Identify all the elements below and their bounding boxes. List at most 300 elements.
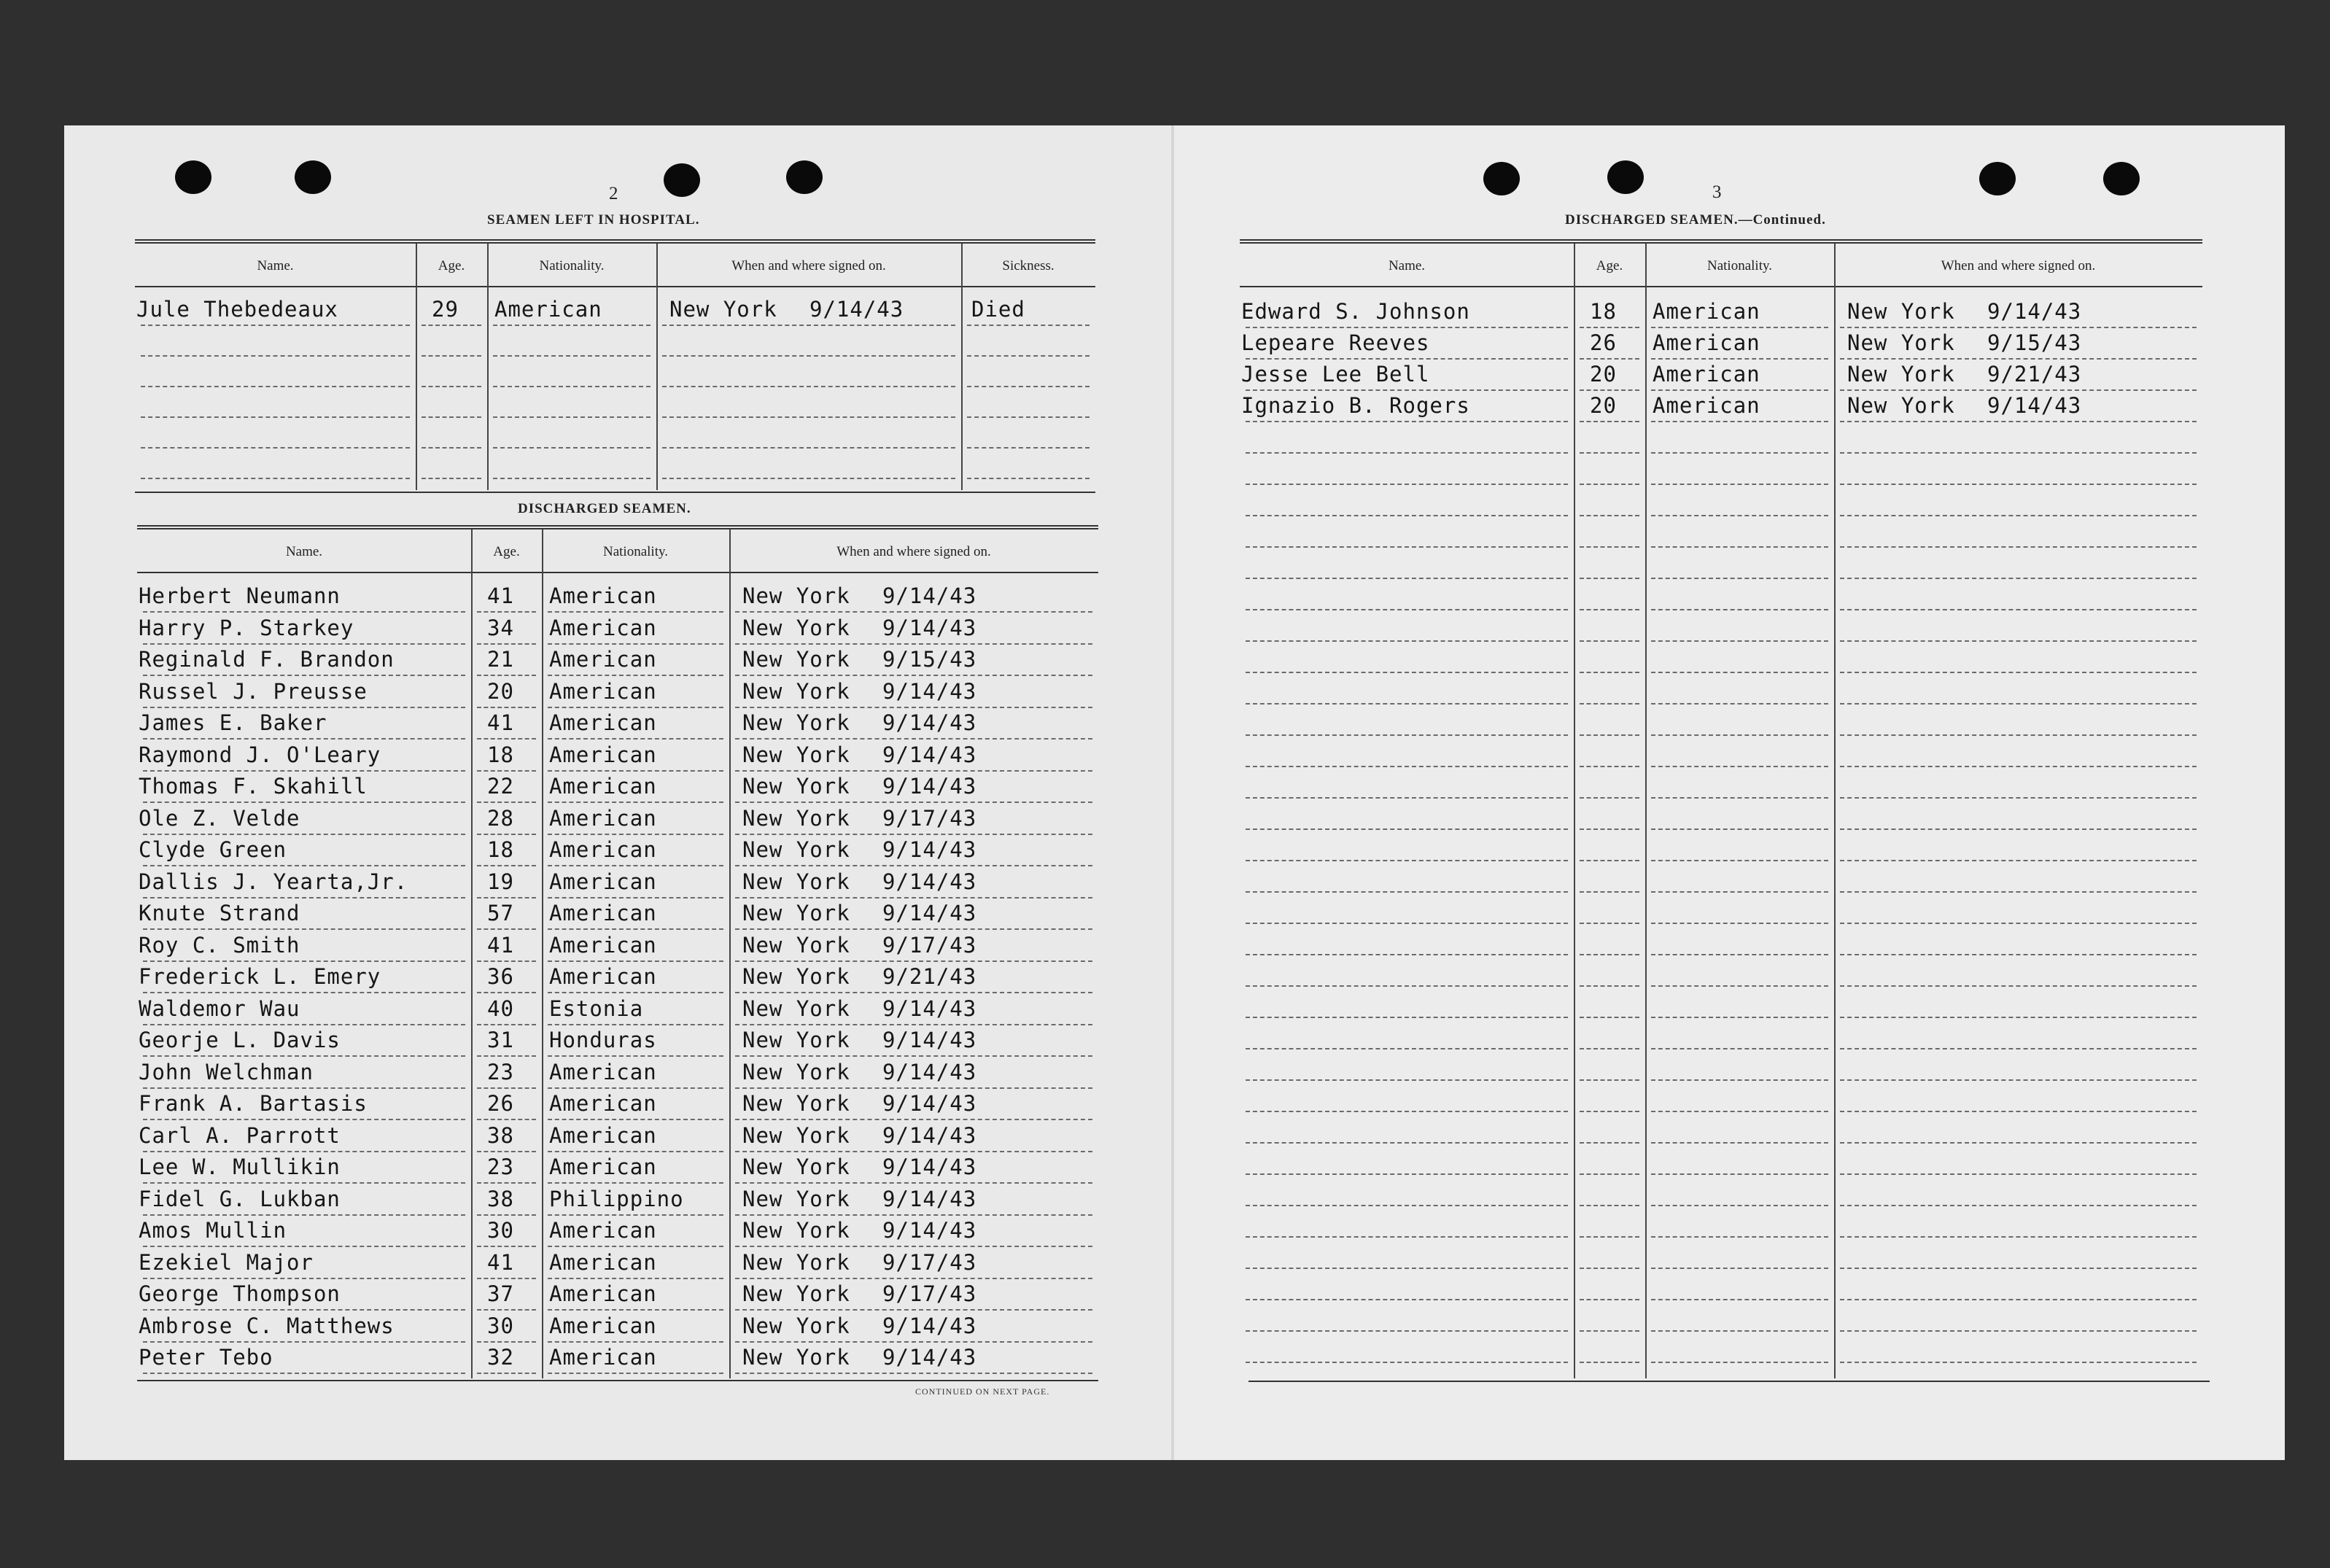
ruled-line [143,643,465,645]
ruled-line [1651,766,1828,767]
ruled-line [662,447,955,449]
signed-on-place: New York [742,1186,850,1211]
signed-on-place: New York [742,1091,850,1116]
signed-on-place: New York [1847,299,1955,324]
ruled-line [1651,1142,1828,1144]
ruled-line [1246,734,1568,736]
seaman-name: Ambrose C. Matthews [139,1313,395,1338]
ruled-line [735,1214,1092,1216]
column-divider [1834,244,1836,1378]
seaman-age: 41 [487,583,514,608]
signed-on-date: 9/17/43 [882,932,977,958]
ruled-line [1246,891,1568,893]
seaman-name: Waldemor Wau [139,995,300,1021]
signed-on-date: 9/15/43 [1987,330,2082,355]
seaman-nationality: American [549,932,657,958]
ruled-line [735,707,1092,708]
ruled-line [422,447,481,449]
ruled-line [967,478,1090,479]
hospital-bottom-rule [135,492,1095,493]
ruled-line [1580,358,1639,360]
signed-on-place: New York [742,1218,850,1243]
ruled-line [1580,452,1639,454]
ruled-line [422,325,481,326]
ruled-line [143,707,465,708]
signed-on-date: 9/14/43 [882,774,977,799]
ruled-line [1246,1173,1568,1175]
seaman-nationality: American [549,1313,657,1338]
seaman-age: 26 [1590,330,1617,355]
seaman-name: Frank A. Bartasis [139,1091,368,1116]
column-divider [487,244,489,490]
ruled-line [1651,640,1828,642]
seaman-age: 41 [487,1249,514,1275]
ruled-line [1840,1236,2197,1238]
seaman-nationality: American [1653,393,1760,418]
seaman-name: Roy C. Smith [139,932,300,958]
ruled-line [143,770,465,772]
ruled-line [548,960,723,962]
ruled-line [143,1151,465,1152]
ruled-line [1580,891,1639,893]
header-rule [135,286,1095,287]
ruled-line [548,992,723,993]
ruled-line [477,1278,536,1279]
seaman-age: 23 [487,1059,514,1084]
ruled-line [735,643,1092,645]
seaman-age: 26 [487,1091,514,1116]
seaman-name: Dallis J. Yearta,Jr. [139,869,408,894]
punch-hole [1483,162,1520,195]
signed-on-date: 9/21/43 [882,964,977,989]
ruled-line [1840,672,2197,673]
ruled-line [1580,828,1639,830]
ruled-line [548,643,723,645]
signed-on-date: 9/14/43 [882,837,977,862]
ruled-line [548,897,723,899]
signed-on-place: New York [742,1122,850,1148]
column-header: Age. [438,258,465,273]
ruled-line [143,1119,465,1120]
signed-on-place: New York [1847,362,1955,387]
ruled-line [1580,985,1639,987]
signed-on-place: New York [742,710,850,735]
ruled-line [477,1341,536,1343]
seaman-name: Amos Mullin [139,1218,287,1243]
ruled-line [1651,609,1828,610]
column-divider [729,529,731,1378]
ruled-line [1580,860,1639,861]
signed-on-place: New York [742,964,850,989]
seaman-name: Carl A. Parrott [139,1122,341,1148]
ruled-line [1580,578,1639,579]
ruled-line [141,447,410,449]
ruled-line [1840,389,2197,391]
seaman-age: 38 [487,1122,514,1148]
seaman-age: 29 [432,297,459,322]
ruled-line [422,386,481,387]
ruled-line [141,386,410,387]
ruled-line [1651,1362,1828,1363]
signed-on-date: 9/17/43 [882,1249,977,1275]
ruled-line [1246,797,1568,799]
signed-on-place: New York [742,678,850,704]
seaman-name: Thomas F. Skahill [139,774,368,799]
ruled-line [477,928,536,930]
seaman-age: 21 [487,647,514,672]
signed-on-place: New York [742,583,850,608]
seaman-nationality: American [549,1154,657,1179]
ruled-line [1580,1111,1639,1112]
ruled-line [143,1341,465,1343]
signed-on-date: 9/14/43 [882,710,977,735]
ruled-line [1651,891,1828,893]
seaman-nationality: Honduras [549,1028,657,1052]
ruled-line [477,1246,536,1247]
ruled-line [1246,1111,1568,1112]
seaman-age: 20 [487,678,514,704]
ruled-line [477,1151,536,1152]
ruled-line [493,447,651,449]
column-header: When and where signed on. [731,258,886,273]
ruled-line [548,802,723,803]
ruled-line [1651,452,1828,454]
ruled-line [1651,1205,1828,1206]
ruled-line [422,355,481,357]
column-divider [542,529,543,1378]
seaman-age: 57 [487,901,514,925]
ruled-line [1840,358,2197,360]
seaman-age: 31 [487,1028,514,1052]
ruled-line [477,643,536,645]
ruled-line [735,802,1092,803]
seaman-name: Ole Z. Velde [139,805,300,831]
ruled-line [1840,640,2197,642]
ruled-line [1246,1236,1568,1238]
punch-hole [295,160,331,194]
ruled-line [143,1182,465,1184]
seaman-age: 23 [487,1154,514,1179]
ruled-line [143,834,465,835]
signed-on-date: 9/14/43 [882,583,977,608]
ruled-line [1246,1299,1568,1300]
ruled-line [1840,703,2197,705]
ruled-line [735,834,1092,835]
ruled-line [548,1087,723,1089]
ruled-line [1246,828,1568,830]
ruled-line [493,355,651,357]
ruled-line [1580,1142,1639,1144]
seaman-nationality: American [549,710,657,735]
seaman-name: Edward S. Johnson [1241,299,1470,324]
ruled-line [967,355,1090,357]
ruled-line [1651,672,1828,673]
ruled-line [662,386,955,387]
seaman-age: 36 [487,964,514,989]
signed-on-date: 9/15/43 [882,647,977,672]
ruled-line [1840,1299,2197,1300]
seaman-name: Georje L. Davis [139,1028,341,1052]
seaman-name: Russel J. Preusse [139,678,368,704]
seaman-name: Lee W. Mullikin [139,1154,341,1179]
seaman-age: 40 [487,995,514,1021]
signed-on-date: 9/14/43 [882,1091,977,1116]
signed-on-place: New York [742,1313,850,1338]
ruled-line [1840,1362,2197,1363]
ruled-line [477,1182,536,1184]
seaman-name: Ignazio B. Rogers [1241,393,1470,418]
ruled-line [967,416,1090,418]
ruled-line [1651,578,1828,579]
ruled-line [548,611,723,613]
ruled-line [735,1341,1092,1343]
ruled-line [1580,1268,1639,1269]
page-number-left: 2 [609,184,618,203]
seaman-age: 32 [487,1345,514,1370]
ruled-line [1246,672,1568,673]
ruled-line [477,1024,536,1025]
seaman-name: Jesse Lee Bell [1241,362,1430,387]
ruled-line [548,1214,723,1216]
ruled-line [1840,954,2197,955]
column-header: Name. [257,258,294,273]
ruled-line [662,355,955,357]
ruled-line [1651,1299,1828,1300]
ruled-line [735,1373,1092,1374]
ruled-line [548,928,723,930]
ruled-line [735,897,1092,899]
signed-on-place: New York [742,869,850,894]
seaman-age: 41 [487,932,514,958]
ruled-line [1840,1048,2197,1049]
seaman-name: Jule Thebedeaux [136,297,338,322]
seaman-age: 28 [487,805,514,831]
discharged-section-title: DISCHARGED SEAMEN. [518,501,691,516]
ruled-line [477,1373,536,1374]
ruled-line [1651,923,1828,924]
ruled-line [967,386,1090,387]
seaman-nationality: American [549,1091,657,1116]
ruled-line [1840,609,2197,610]
ruled-line [141,478,410,479]
continued-note: CONTINUED ON NEXT PAGE. [915,1386,1050,1397]
ruled-line [1246,1017,1568,1018]
table-top-rule [137,525,1098,529]
column-header: Age. [493,544,520,559]
ruled-line [1246,860,1568,861]
ruled-line [141,416,410,418]
ruled-line [1840,1268,2197,1269]
page-fold [1171,125,1174,1460]
column-divider [471,529,473,1378]
seaman-nationality: American [549,869,657,894]
ruled-line [477,960,536,962]
ruled-line [548,1309,723,1311]
ruled-line [1580,954,1639,955]
signed-on-place: New York [1847,393,1955,418]
signed-on-date: 9/14/43 [882,615,977,640]
ruled-line [143,1055,465,1057]
ruled-line [1651,1017,1828,1018]
signed-on-place: New York [742,995,850,1021]
column-divider [656,244,658,490]
ruled-line [1651,1048,1828,1049]
ruled-line [735,1278,1092,1279]
seaman-nationality: Estonia [549,995,644,1021]
seaman-nationality: American [549,583,657,608]
seaman-name: Clyde Green [139,837,287,862]
ruled-line [493,325,651,326]
ruled-line [1580,672,1639,673]
seaman-age: 20 [1590,362,1617,387]
hospital-section-title: SEAMEN LEFT IN HOSPITAL. [487,212,700,228]
seaman-age: 30 [487,1313,514,1338]
column-header: Nationality. [1707,258,1772,273]
ruled-line [1246,703,1568,705]
seaman-age: 18 [1590,299,1617,324]
signed-on-place: New York [742,932,850,958]
ruled-line [143,1278,465,1279]
seaman-nationality: American [549,678,657,704]
ruled-line [477,1087,536,1089]
seaman-nationality: American [549,901,657,925]
ruled-line [1580,1173,1639,1175]
ruled-line [1580,734,1639,736]
signed-on-date: 9/14/43 [882,995,977,1021]
ruled-line [1840,452,2197,454]
ruled-line [1651,546,1828,548]
ruled-line [1246,1330,1568,1332]
signed-on-date: 9/14/43 [882,901,977,925]
ruled-line [1246,1048,1568,1049]
ruled-line [1246,578,1568,579]
signed-on-place: New York [742,901,850,925]
ruled-line [1840,1330,2197,1332]
signed-on-date: 9/14/43 [809,297,904,322]
signed-on-place: New York [742,615,850,640]
punch-hole [786,160,823,194]
header-rule [137,572,1098,573]
ruled-line [477,897,536,899]
seaman-nationality: American [549,742,657,767]
signed-on-place: New York [742,1249,850,1275]
seaman-nationality: American [549,1345,657,1370]
ruled-line [1840,1205,2197,1206]
ruled-line [1580,1205,1639,1206]
ruled-line [1246,985,1568,987]
seaman-nationality: American [549,647,657,672]
ruled-line [735,1246,1092,1247]
seaman-name: Reginald F. Brandon [139,647,395,672]
signed-on-date: 9/21/43 [1987,362,2082,387]
seaman-name: Fidel G. Lukban [139,1186,341,1211]
seaman-nationality: American [549,1122,657,1148]
seaman-name: Herbert Neumann [139,583,341,608]
seaman-name: Peter Tebo [139,1345,273,1370]
ruled-line [493,416,651,418]
ruled-line [1840,985,2197,987]
ruled-line [1580,609,1639,610]
seaman-nationality: American [549,805,657,831]
ruled-line [1246,358,1568,360]
signed-on-date: 9/14/43 [882,1345,977,1370]
seaman-age: 20 [1590,393,1617,418]
ruled-line [143,738,465,740]
ruled-line [548,865,723,866]
ruled-line [477,1309,536,1311]
punch-hole [1979,162,2016,195]
signed-on-place: New York [742,774,850,799]
ruled-line [548,1182,723,1184]
signed-on-place: New York [742,1028,850,1052]
column-divider [961,244,963,490]
signed-on-date: 9/14/43 [1987,299,2082,324]
ruled-line [1651,358,1828,360]
ruled-line [477,1055,536,1057]
ruled-line [1580,1236,1639,1238]
signed-on-date: 9/14/43 [882,1186,977,1211]
seaman-name: Harry P. Starkey [139,615,354,640]
signed-on-date: 9/14/43 [882,1154,977,1179]
ruled-line [422,478,481,479]
ruled-line [735,1119,1092,1120]
ruled-line [1651,954,1828,955]
ruled-line [548,707,723,708]
seaman-age: 41 [487,710,514,735]
ruled-line [143,960,465,962]
ruled-line [662,325,955,326]
seaman-name: Frederick L. Emery [139,964,381,989]
ruled-line [1651,828,1828,830]
ruled-line [735,960,1092,962]
page-number-right: 3 [1712,182,1722,202]
seaman-nationality: American [494,297,602,322]
ruled-line [662,416,955,418]
signed-on-date: 9/17/43 [882,1281,977,1306]
ruled-line [1246,1205,1568,1206]
ruled-line [1651,515,1828,516]
ruled-line [1840,578,2197,579]
ruled-line [735,1055,1092,1057]
ruled-line [493,478,651,479]
punch-hole [2103,162,2140,195]
ruled-line [477,707,536,708]
ruled-line [1580,640,1639,642]
seaman-name: John Welchman [139,1059,314,1084]
ruled-line [735,1309,1092,1311]
ruled-line [1246,515,1568,516]
signed-on-place: New York [669,297,777,322]
signed-on-date: 9/14/43 [1987,393,2082,418]
ruled-line [1840,1142,2197,1144]
column-divider [1645,244,1647,1378]
signed-on-date: 9/14/43 [882,1059,977,1084]
ruled-line [1580,766,1639,767]
seaman-age: 34 [487,615,514,640]
ruled-line [1840,546,2197,548]
ruled-line [422,416,481,418]
signed-on-place: New York [742,647,850,672]
ruled-line [735,675,1092,676]
seaman-age: 19 [487,869,514,894]
column-header: Nationality. [539,258,605,273]
column-divider [1574,244,1575,1378]
ruled-line [548,1246,723,1247]
ruled-line [493,386,651,387]
ruled-line [1246,389,1568,391]
ruled-line [477,611,536,613]
ruled-line [1580,703,1639,705]
